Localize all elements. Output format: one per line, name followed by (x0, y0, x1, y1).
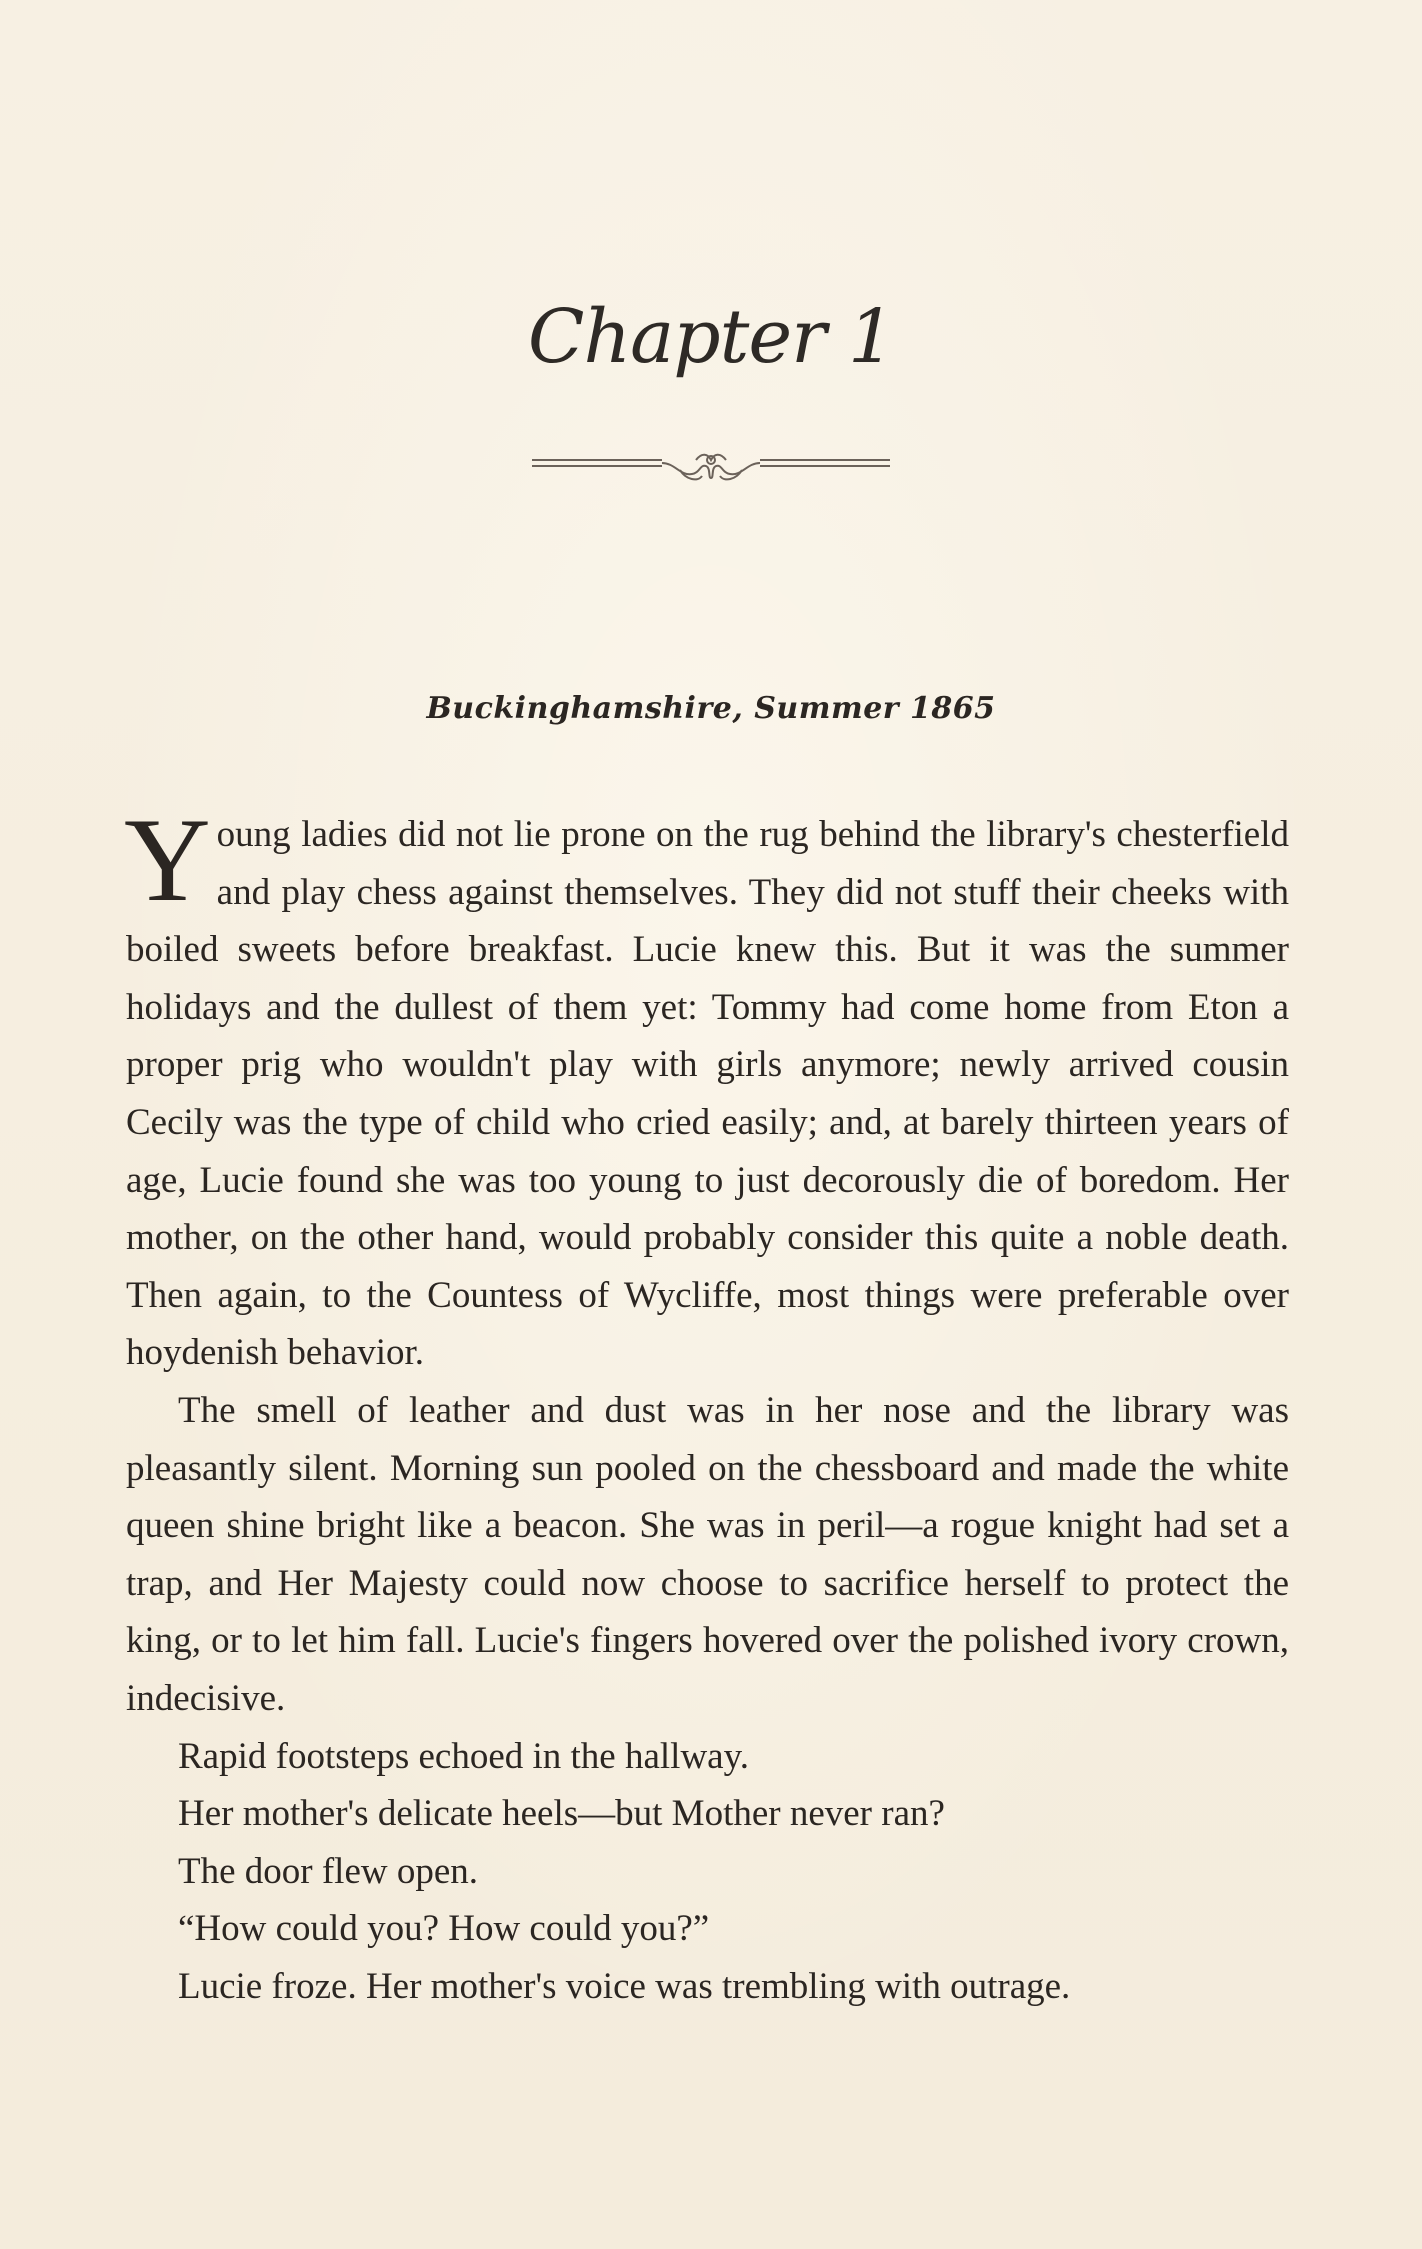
paragraph-7: Lucie froze. Her mother's voice was trembling with outrage. (178, 1965, 1071, 2007)
paragraph-3: Rapid footsteps echoed in the hallway. (178, 1735, 749, 1777)
drop-cap: Y (124, 793, 211, 926)
paragraph-1 (124, 793, 1289, 1382)
chapter-body (124, 793, 1289, 2015)
chapter-subtitle: Buckinghamshire, Summer 1865 (426, 691, 996, 726)
chapter-title: Chapter 1 (527, 294, 895, 380)
paragraph-1-text: oung ladies did not lie prone on the rug behind the library's chesterfield and play chess against themselves. They did not stuff their cheeks with boiled sweets before breakfast. Lucie knew this. But it was the summer holidays and the dullest of them yet: Tommy had come home from Eton a proper prig who wouldn't play with girls anymore; newly arrived cousin Cecily was the type of child who cried easily; and, at barely thirteen years of age, Lucie found she was too young to just decorously die of boredom. Her mother, on the other hand, would probably consider this quite a noble death. Then again, to the Countess of Wycliffe, most things were preferable over hoydenish behavior. (126, 814, 1289, 1374)
ornament-divider-icon (530, 440, 892, 490)
paragraph-2: The smell of leather and dust was in her nose and the library was pleasantly silent. Morning sun pooled on the chessboard and made the white queen shine bright like a beacon. She was in peril—a rogue knight had set a trap, and Her Majesty could now choose to sacrifice herself to protect the king, or to let him fall. Lucie's fingers hovered over the polished ivory crown, indecisive. (126, 1389, 1289, 1719)
paragraph-4: Her mother's delicate heels—but Mother never ran? (178, 1793, 945, 1835)
paragraph-5: The door flew open. (178, 1850, 479, 1892)
paragraph-6: “How could you? How could you?” (178, 1908, 710, 1950)
